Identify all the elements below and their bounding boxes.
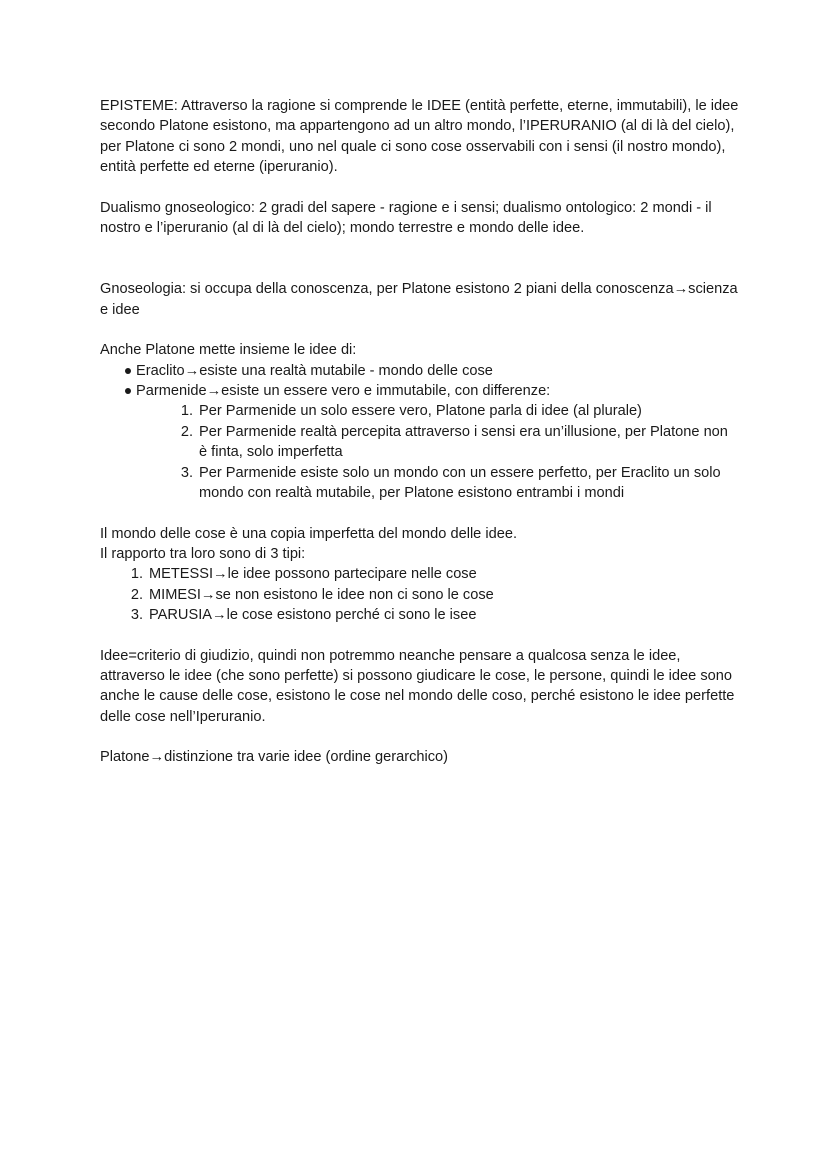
list-number: 2. (180, 423, 193, 440)
paragraph-platone-distinzione: Platone→distinzione tra varie idee (ordine gerarchico) (100, 749, 448, 766)
paragraph-rapporto: Il rapporto tra loro sono di 3 tipi: (100, 545, 306, 562)
list-item (100, 381, 740, 401)
list-item (100, 463, 740, 504)
list-item-text: MIMESI→se non esistono le idee non ci sono le cose (149, 586, 494, 603)
spacer (100, 178, 740, 198)
paragraph-dualismo: Dualismo gnoseologico: 2 gradi del sapere - ragione e i sensi; dualismo ontologico: 2 mondi - il nostro e l’iperuranio (al di là del cielo); mondo terrestre e mondo delle idee. (100, 199, 712, 237)
list-item (100, 564, 740, 584)
list-item (100, 401, 740, 421)
bullet-list (100, 361, 740, 402)
list-item-text: Parmenide→esiste un essere vero e immutabile, con differenze: (136, 383, 551, 400)
spacer (100, 626, 740, 646)
list-item (100, 605, 740, 625)
paragraph-mondo-cose: Il mondo delle cose è una copia imperfetta del mondo delle idee. (100, 525, 517, 542)
spacer (100, 727, 740, 747)
list-item-text: PARUSIA→le cose esistono perché ci sono le isee (149, 607, 477, 624)
paragraph-gnoseologia: Gnoseologia: si occupa della conoscenza, per Platone esistono 2 piani della conoscenza→scienza e idee (100, 281, 738, 318)
bullet-icon (125, 388, 131, 394)
spacer (100, 504, 740, 524)
paragraph-anche-platone: Anche Platone mette insieme le idee di: (100, 342, 357, 359)
list-item (100, 361, 740, 381)
list-item-text: Per Parmenide un solo essere vero, Platone parla di idee (al plurale) (199, 403, 642, 420)
list-item-text: Per Parmenide esiste solo un mondo con un essere perfetto, per Eraclito un solo mondo con realtà mutabile, per Platone esistono entrambi i mondi (199, 464, 721, 502)
list-item-text: METESSI→le idee possono partecipare nelle cose (149, 566, 477, 583)
list-number: 1. (130, 566, 143, 583)
spacer (100, 238, 740, 279)
list-item-text: Eraclito→esiste una realtà mutabile - mondo delle cose (136, 362, 493, 379)
spacer (100, 320, 740, 340)
list-number: 3. (180, 464, 193, 481)
list-item-text: Per Parmenide realtà percepita attraverso i sensi era un’illusione, per Platone non è finta, solo imperfetta (199, 423, 728, 461)
paragraph-idee-criterio: Idee=criterio di giudizio, quindi non potremmo neanche pensare a qualcosa senza le idee, attraverso le idee (che sono perfette) si possono giudicare le cose, le persone, quindi le idee sono anche le cause delle cose, esistono le cose nel mondo delle coso, perché esistono le idee perfette delle cose nell’Iperuranio. (100, 647, 735, 725)
document-body (100, 96, 740, 768)
differences-list (100, 401, 740, 503)
bullet-icon (125, 368, 131, 374)
list-number: 3. (130, 607, 143, 624)
list-item (100, 422, 740, 463)
paragraph-episteme: EPISTEME: Attraverso la ragione si comprende le IDEE (entità perfette, eterne, immutabili), le idee secondo Platone esistono, ma appartengono ad un altro mondo, l’IPERURANIO (al di là del cielo), per Platone ci sono 2 mondi, uno nel quale ci sono cose osservabili con i sensi (il nostro mondo), entità perfette ed eterne (iperuranio). (100, 98, 739, 176)
list-item (100, 585, 740, 605)
list-number: 2. (130, 586, 143, 603)
list-number: 1. (180, 403, 193, 420)
relations-list (100, 564, 740, 625)
